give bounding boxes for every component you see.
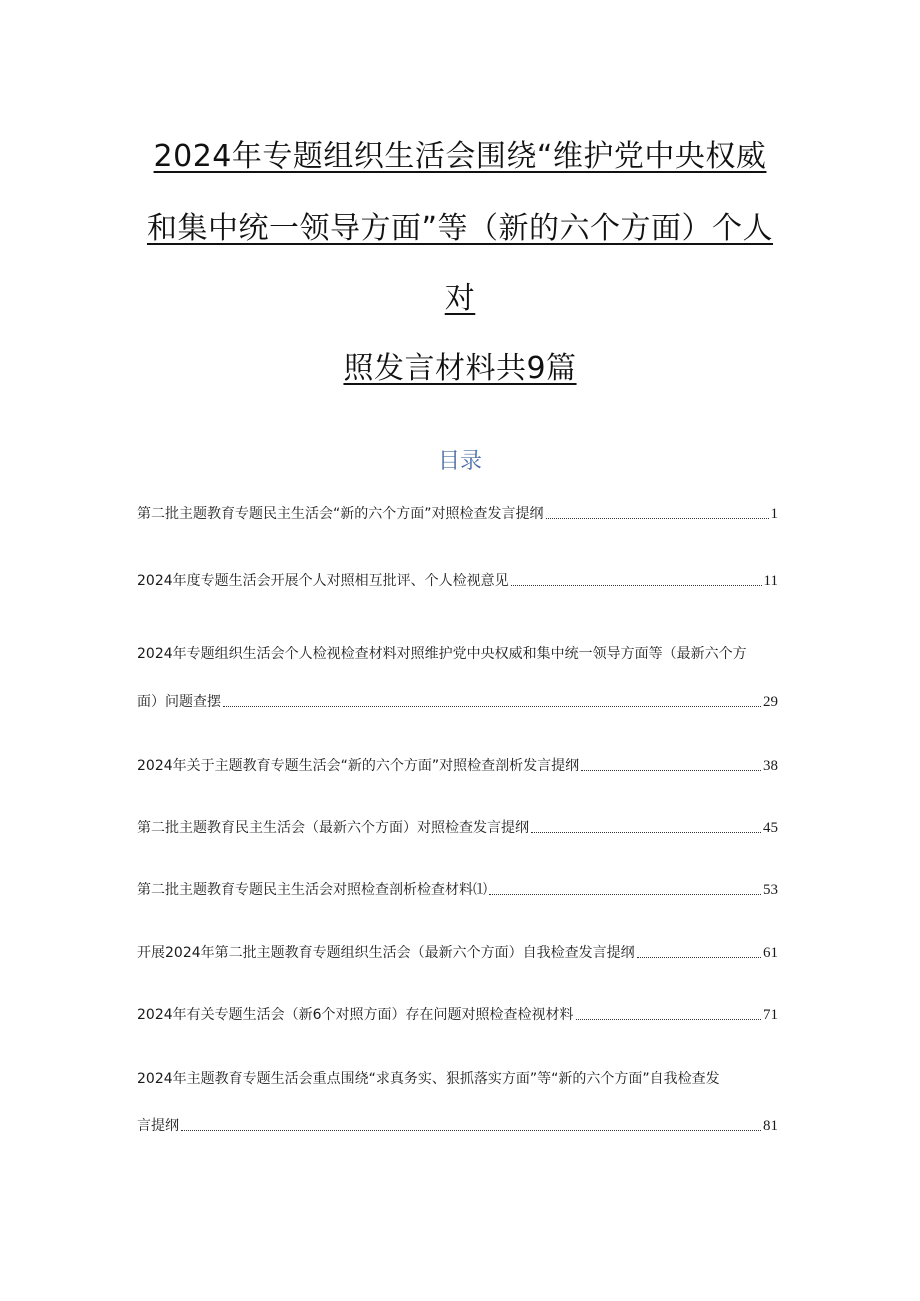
toc-leader-dots [223,706,761,707]
toc-entry-text-first-line[interactable]: 2024年主题教育专题生活会重点围绕“求真务实、狠抓落实方面”等“新的六个方面”自我检查发 [137,1071,720,1087]
toc-entry-text: 第二批主题教育专题民主生活会对照检查剖析检查材料⑴ [137,882,487,898]
toc-page-number: 61 [763,945,778,961]
toc-leader-dots [489,894,761,895]
toc-entry-text-first-line[interactable]: 2024年专题组织生活会个人检视检查材料对照维护党中央权威和集中统一领导方面等（最新六个方 [137,646,747,662]
toc-leader-dots [546,518,769,519]
toc-page-number: 53 [763,882,778,898]
toc-page-number: 45 [763,820,778,836]
toc-leader-dots [576,1019,761,1020]
toc-entry[interactable] [137,755,778,775]
toc-page-number: 71 [763,1007,778,1023]
toc-leader-dots [531,832,761,833]
toc-entry[interactable] [137,570,778,590]
toc-entry-text: 2024年度专题生活会开展个人对照相互批评、个人检视意见 [137,573,509,589]
toc-entry-text: 第二批主题教育民主生活会（最新六个方面）对照检查发言提纲 [137,820,529,836]
toc-entry[interactable] [137,817,778,837]
toc-leader-dots [581,770,761,771]
toc-page-number: 29 [763,694,778,710]
toc-entry[interactable] [137,691,778,711]
toc-leader-dots [637,957,761,958]
document-title-line-2: 和集中统一领导方面”等（新的六个方面）个人 [146,211,774,246]
toc-entry-text: 面）问题查摆 [137,694,221,710]
toc-entry-text: 言提纲 [137,1118,179,1134]
toc-page-number: 81 [763,1118,778,1134]
document-title-line-1: 2024年专题组织生活会围绕“维护党中央权威 [153,139,767,174]
toc-entry[interactable] [137,879,778,899]
toc-leader-dots [181,1130,761,1131]
toc-entry[interactable] [137,1004,778,1024]
toc-page-number: 38 [763,758,778,774]
toc-page-number: 11 [763,573,778,589]
document-title-line-4: 照发言材料共9篇 [343,351,577,386]
toc-heading: 目录 [437,449,482,474]
toc-entry[interactable] [137,942,778,962]
toc-entry-text: 2024年关于主题教育专题生活会“新的六个方面”对照检查剖析发言提纲 [137,758,580,774]
toc-entry-text: 第二批主题教育专题民主生活会“新的六个方面”对照检查发言提纲 [137,506,544,522]
toc-entry[interactable] [137,503,778,523]
toc-entry[interactable] [137,1115,778,1135]
toc-page-number: 1 [770,506,778,522]
toc-leader-dots [511,585,762,586]
toc-entry-text: 2024年有关专题生活会（新6个对照方面）存在问题对照检查检视材料 [137,1007,574,1023]
document-title-line-3: 对 [444,281,476,316]
toc-entry-text: 开展2024年第二批主题教育专题组织生活会（最新六个方面）自我检查发言提纲 [137,945,635,961]
